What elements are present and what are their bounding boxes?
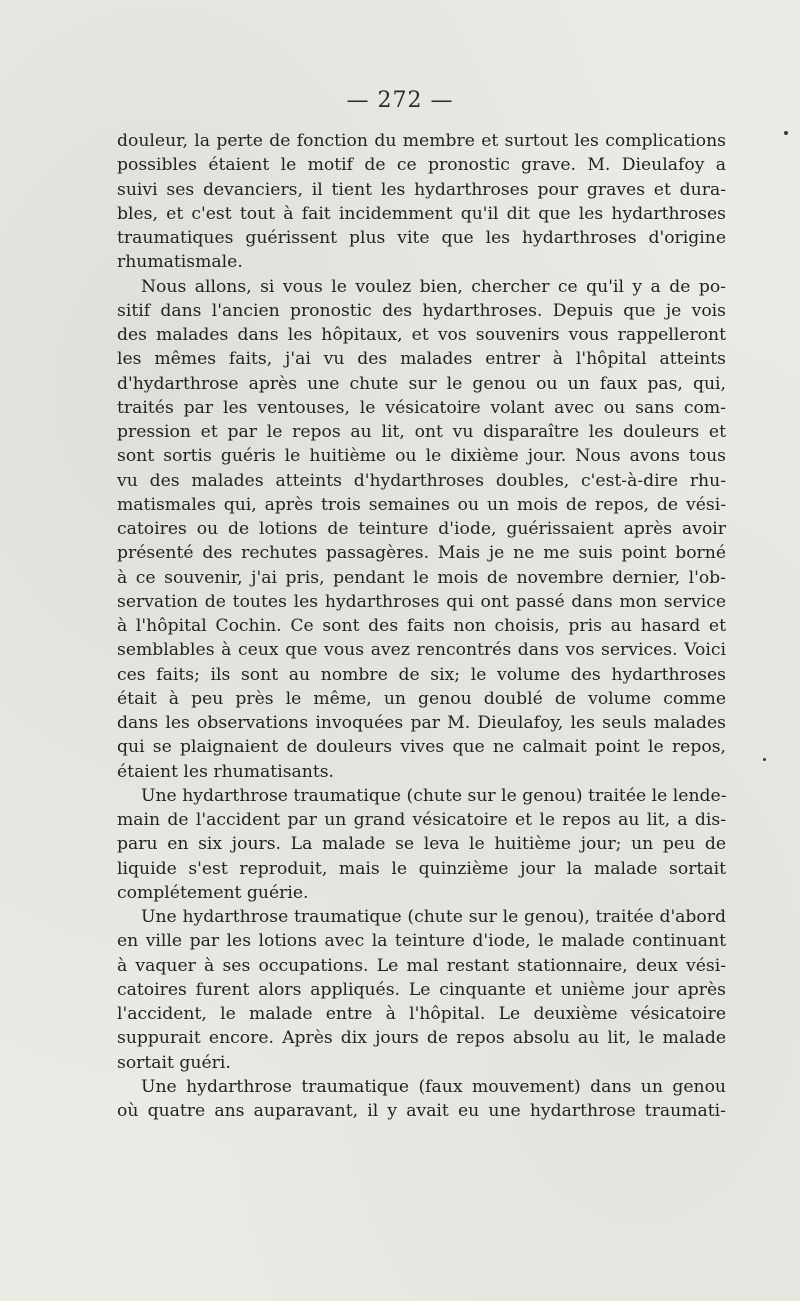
text-line: Une hydarthrose traumatique (chute sur le genou), traitée d'abord	[141, 907, 726, 927]
text-line: Une hydarthrose traumatique (faux mouvement) dans un genou	[141, 1076, 726, 1097]
ink-speck	[763, 758, 766, 761]
ink-speck	[784, 131, 788, 135]
text-line: paru en six jours. La malade se leva le huitième jour; un peu de	[117, 834, 726, 855]
text-line: possibles étaient le motif de ce pronostic grave. M. Dieulafoy a	[117, 155, 726, 176]
paragraph	[117, 784, 726, 905]
text-line: dans les observations invoquées par M. Dieulafoy, les seuls malades	[117, 713, 726, 733]
text-line: l'accident, le malade entre à l'hôpital. Le deuxième vésicatoire	[117, 1004, 726, 1024]
text-line: présenté des rechutes passagères. Mais je ne me suis point borné	[117, 543, 726, 564]
text-line: ces faits; ils sont au nombre de six; le volume des hydarthroses	[117, 664, 726, 685]
text-line: suppurait encore. Après dix jours de repos absolu au lit, le malade	[117, 1028, 726, 1049]
text-line: des malades dans les hôpitaux, et vos souvenirs vous rappelleront	[117, 325, 726, 345]
text-line: sortait guéri.	[117, 1052, 231, 1073]
text-line: vu des malades atteints d'hydarthroses doubles, c'est-à-dire rhu-	[117, 470, 726, 491]
text-line: main de l'accident par un grand vésicatoire et le repos au lit, a dis-	[117, 810, 726, 830]
text-line: d'hydarthrose après une chute sur le genou ou un faux pas, qui,	[117, 373, 726, 394]
text-line: catoires ou de lotions de teinture d'iode, guérissaient après avoir	[117, 519, 726, 539]
text-line: catoires furent alors appliqués. Le cinquante et unième jour après	[117, 979, 726, 1000]
text-line: liquide s'est reproduit, mais le quinzième jour la malade sortait	[117, 858, 726, 879]
text-line: à vaquer à ses occupations. Le mal restant stationnaire, deux vési-	[117, 955, 726, 976]
text-line: semblables à ceux que vous avez rencontrés dans vos services. Voici	[117, 640, 726, 661]
text-line: traités par les ventouses, le vésicatoire volant avec ou sans com-	[117, 397, 726, 418]
text-line: servation de toutes les hydarthroses qui ont passé dans mon service	[117, 591, 726, 612]
body-text	[117, 129, 726, 1123]
paragraph	[117, 905, 726, 1075]
text-line: complétement guérie.	[117, 882, 309, 903]
text-line: sont sortis guéris le huitième ou le dixième jour. Nous avons tous	[117, 446, 726, 467]
text-line: douleur, la perte de fonction du membre et surtout les complications	[117, 131, 726, 151]
text-line: était à peu près le même, un genou doublé de volume comme	[117, 688, 726, 709]
text-line: Nous allons, si vous le voulez bien, chercher ce qu'il y a de po-	[141, 276, 726, 297]
paragraph	[117, 1075, 726, 1124]
text-line: en ville par les lotions avec la teinture d'iode, le malade continuant	[117, 931, 726, 952]
text-line: Une hydarthrose traumatique (chute sur le genou) traitée le lende-	[141, 785, 727, 806]
text-line: les mêmes faits, j'ai vu des malades entrer à l'hôpital atteints	[117, 349, 726, 370]
page-number: — 272 —	[346, 88, 454, 113]
paragraph	[117, 275, 726, 784]
text-line: à l'hôpital Cochin. Ce sont des faits non choisis, pris au hasard et	[117, 616, 726, 636]
text-line: étaient les rhumatisants.	[117, 761, 335, 782]
text-line: où quatre ans auparavant, il y avait eu une hydarthrose traumati-	[117, 1101, 726, 1121]
text-line: qui se plaignaient de douleurs vives que ne calmait point le repos,	[117, 737, 726, 758]
text-line: sitif dans l'ancien pronostic des hydarthroses. Depuis que je vois	[117, 300, 726, 321]
text-line: matismales qui, après trois semaines ou un mois de repos, de vési-	[117, 494, 726, 515]
paragraph	[117, 129, 726, 275]
text-line: suivi ses devanciers, il tient les hydarthroses pour graves et dura-	[117, 179, 726, 200]
text-line: bles, et c'est tout à fait incidemment qu'il dit que les hydarthroses	[117, 203, 726, 224]
text-line: traumatiques guérissent plus vite que les hydarthroses d'origine	[117, 228, 726, 248]
text-line: rhumatismale.	[117, 252, 243, 273]
text-line: à ce souvenir, j'ai pris, pendant le mois de novembre dernier, l'ob-	[117, 567, 726, 588]
text-line: pression et par le repos au lit, ont vu disparaître les douleurs et	[117, 422, 726, 442]
